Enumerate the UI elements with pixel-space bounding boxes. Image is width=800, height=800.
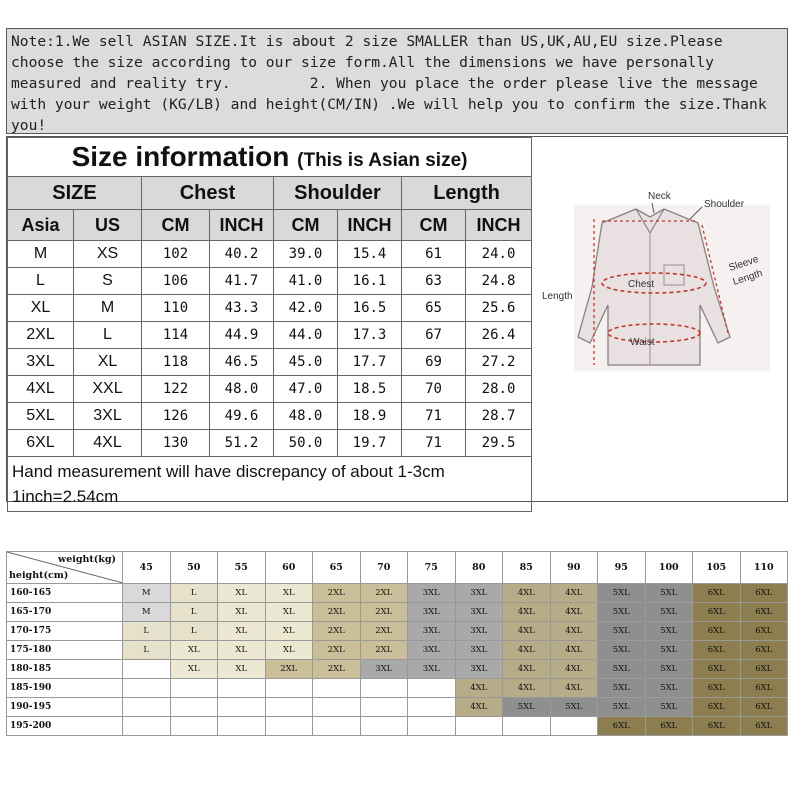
size-cell: 5XL: [598, 603, 646, 622]
size-cell: 5XL: [598, 660, 646, 679]
size-cell: [313, 698, 361, 717]
size-cell: 4XL: [503, 641, 551, 660]
col-length-cm: CM: [402, 210, 466, 241]
size-cell: 5XL: [645, 603, 693, 622]
height-label: 170-175: [7, 622, 123, 641]
shoulder-cm-cell: 42.0: [274, 295, 338, 322]
size-cell: 5XL: [598, 622, 646, 641]
size-table-body: [8, 241, 532, 457]
length-inch-cell: 26.4: [466, 322, 532, 349]
size-cell: [170, 717, 218, 736]
size-cell: 3XL: [455, 584, 503, 603]
weight-header: 80: [455, 552, 503, 584]
chest-inch-cell: 48.0: [210, 376, 274, 403]
size-cell: 4XL: [503, 584, 551, 603]
label-neck: Neck: [648, 191, 671, 202]
height-label: 190-195: [7, 698, 123, 717]
length-cm-cell: 63: [402, 268, 466, 295]
size-cell: 3XL: [408, 603, 456, 622]
weight-header: 75: [408, 552, 456, 584]
shoulder-cm-cell: 39.0: [274, 241, 338, 268]
chart-row: [7, 584, 788, 603]
group-chest: Chest: [142, 177, 274, 210]
asia-size-cell: 4XL: [8, 376, 74, 403]
size-cell: [455, 717, 503, 736]
height-label: 185-190: [7, 679, 123, 698]
size-cell: [170, 698, 218, 717]
label-length: Length: [542, 291, 573, 302]
size-cell: 6XL: [740, 622, 788, 641]
size-cell: 5XL: [645, 679, 693, 698]
shoulder-inch-cell: 19.7: [338, 430, 402, 457]
chest-inch-cell: 40.2: [210, 241, 274, 268]
size-cell: 6XL: [693, 679, 741, 698]
us-size-cell: L: [74, 322, 142, 349]
size-row: [8, 403, 532, 430]
size-cell: [265, 698, 313, 717]
chart-header-row: [7, 552, 788, 584]
size-cell: L: [123, 622, 171, 641]
size-cell: 3XL: [455, 641, 503, 660]
size-cell: XL: [218, 660, 266, 679]
length-cm-cell: 67: [402, 322, 466, 349]
size-cell: [170, 679, 218, 698]
size-cell: 5XL: [503, 698, 551, 717]
size-cell: [123, 717, 171, 736]
shoulder-inch-cell: 16.5: [338, 295, 402, 322]
size-cell: 6XL: [645, 717, 693, 736]
length-cm-cell: 65: [402, 295, 466, 322]
shoulder-inch-cell: 15.4: [338, 241, 402, 268]
chest-inch-cell: 43.3: [210, 295, 274, 322]
shoulder-inch-cell: 17.3: [338, 322, 402, 349]
col-shoulder-inch: INCH: [338, 210, 402, 241]
size-cell: XL: [218, 584, 266, 603]
size-row: [8, 430, 532, 457]
size-cell: 6XL: [740, 698, 788, 717]
size-cell: 4XL: [455, 679, 503, 698]
size-cell: 5XL: [645, 698, 693, 717]
size-cell: [408, 717, 456, 736]
size-cell: [218, 717, 266, 736]
chart-row: [7, 698, 788, 717]
chart-row: [7, 622, 788, 641]
size-subtitle: (This is Asian size): [297, 150, 468, 171]
us-size-cell: M: [74, 295, 142, 322]
weight-header: 85: [503, 552, 551, 584]
size-cell: L: [170, 603, 218, 622]
size-cell: [408, 698, 456, 717]
size-cell: [360, 679, 408, 698]
weight-header: 90: [550, 552, 598, 584]
chest-cm-cell: 106: [142, 268, 210, 295]
size-cell: XL: [170, 660, 218, 679]
size-cell: 4XL: [503, 679, 551, 698]
us-size-cell: S: [74, 268, 142, 295]
length-inch-cell: 27.2: [466, 349, 532, 376]
weight-header: 100: [645, 552, 693, 584]
chart-row: [7, 679, 788, 698]
chart-row: [7, 603, 788, 622]
size-cell: 2XL: [360, 622, 408, 641]
chest-cm-cell: 102: [142, 241, 210, 268]
asia-size-cell: L: [8, 268, 74, 295]
corner-height-label: height(cm): [9, 570, 69, 581]
col-shoulder-cm: CM: [274, 210, 338, 241]
weight-header: 70: [360, 552, 408, 584]
size-cell: 3XL: [360, 660, 408, 679]
size-cell: 3XL: [408, 584, 456, 603]
size-row: [8, 322, 532, 349]
size-cell: [218, 698, 266, 717]
length-cm-cell: 70: [402, 376, 466, 403]
size-cell: 2XL: [313, 641, 361, 660]
size-cell: 6XL: [740, 603, 788, 622]
shoulder-cm-cell: 47.0: [274, 376, 338, 403]
height-label: 175-180: [7, 641, 123, 660]
col-asia: Asia: [8, 210, 74, 241]
asia-size-cell: M: [8, 241, 74, 268]
size-cell: 5XL: [645, 641, 693, 660]
size-cell: 6XL: [740, 641, 788, 660]
size-recommendation-chart: [6, 551, 788, 736]
size-cell: XL: [218, 603, 266, 622]
size-cell: 5XL: [645, 622, 693, 641]
asia-size-cell: 5XL: [8, 403, 74, 430]
size-information-table: [7, 137, 532, 512]
size-cell: 5XL: [645, 660, 693, 679]
size-row: [8, 241, 532, 268]
chest-inch-cell: 49.6: [210, 403, 274, 430]
size-cell: 5XL: [645, 584, 693, 603]
chest-cm-cell: 118: [142, 349, 210, 376]
size-cell: 4XL: [550, 641, 598, 660]
size-row: [8, 376, 532, 403]
shoulder-inch-cell: 18.5: [338, 376, 402, 403]
size-cell: 3XL: [455, 660, 503, 679]
size-cell: M: [123, 603, 171, 622]
size-cell: 4XL: [550, 622, 598, 641]
label-shoulder: Shoulder: [704, 199, 745, 210]
label-sleeve: Sleeve: [727, 253, 761, 274]
size-cell: M: [123, 584, 171, 603]
size-information-panel: [6, 136, 788, 506]
height-label: 165-170: [7, 603, 123, 622]
size-cell: [265, 679, 313, 698]
size-cell: [218, 679, 266, 698]
length-inch-cell: 24.8: [466, 268, 532, 295]
length-cm-cell: 71: [402, 403, 466, 430]
size-cell: 3XL: [408, 641, 456, 660]
weight-header: 110: [740, 552, 788, 584]
us-size-cell: XS: [74, 241, 142, 268]
size-cell: 2XL: [313, 584, 361, 603]
size-title: Size information: [71, 141, 290, 172]
length-cm-cell: 71: [402, 430, 466, 457]
group-length: Length: [402, 177, 532, 210]
size-cell: [550, 717, 598, 736]
shoulder-cm-cell: 45.0: [274, 349, 338, 376]
size-cell: 4XL: [503, 622, 551, 641]
us-size-cell: 4XL: [74, 430, 142, 457]
group-shoulder: Shoulder: [274, 177, 402, 210]
size-cell: 2XL: [313, 660, 361, 679]
size-cell: 4XL: [503, 603, 551, 622]
weight-header: 55: [218, 552, 266, 584]
size-cell: 6XL: [693, 717, 741, 736]
size-cell: 5XL: [598, 584, 646, 603]
asia-size-cell: 3XL: [8, 349, 74, 376]
shoulder-cm-cell: 50.0: [274, 430, 338, 457]
length-inch-cell: 29.5: [466, 430, 532, 457]
size-cell: 3XL: [455, 622, 503, 641]
weight-header: 95: [598, 552, 646, 584]
weight-header: 60: [265, 552, 313, 584]
size-cell: 2XL: [313, 603, 361, 622]
shoulder-inch-cell: 18.9: [338, 403, 402, 430]
label-sleeve-length: Length: [731, 267, 765, 288]
chart-row: [7, 660, 788, 679]
us-size-cell: 3XL: [74, 403, 142, 430]
size-cell: 3XL: [408, 622, 456, 641]
shirt-diagram: [532, 137, 788, 501]
us-size-cell: XXL: [74, 376, 142, 403]
chest-cm-cell: 114: [142, 322, 210, 349]
size-cell: [408, 679, 456, 698]
chest-inch-cell: 44.9: [210, 322, 274, 349]
measurement-diagram: [531, 137, 787, 501]
size-note: Note:1.We sell ASIAN SIZE.It is about 2 size SMALLER than US,UK,AU,EU size.Please choose the size according to our size form.All the dimensions we have personally measured and reality try. 2. When you place the order please live the message with your weight (KG/LB) and height(CM/IN) .We will help you to confirm the size.Thank you!: [6, 28, 788, 134]
size-cell: L: [123, 641, 171, 660]
size-cell: [123, 660, 171, 679]
size-cell: 4XL: [550, 603, 598, 622]
length-inch-cell: 24.0: [466, 241, 532, 268]
group-size: SIZE: [8, 177, 142, 210]
length-inch-cell: 25.6: [466, 295, 532, 322]
size-row: [8, 295, 532, 322]
size-cell: 6XL: [693, 698, 741, 717]
size-cell: 5XL: [550, 698, 598, 717]
footnote-inch: 1inch=2.54cm: [12, 487, 119, 506]
size-cell: 6XL: [740, 660, 788, 679]
size-cell: 4XL: [550, 584, 598, 603]
size-cell: [313, 717, 361, 736]
us-size-cell: XL: [74, 349, 142, 376]
size-cell: 3XL: [408, 660, 456, 679]
chest-cm-cell: 126: [142, 403, 210, 430]
size-cell: 6XL: [693, 603, 741, 622]
length-inch-cell: 28.0: [466, 376, 532, 403]
length-cm-cell: 61: [402, 241, 466, 268]
size-cell: L: [170, 622, 218, 641]
length-cm-cell: 69: [402, 349, 466, 376]
size-cell: 2XL: [265, 660, 313, 679]
size-cell: [123, 679, 171, 698]
size-cell: [503, 717, 551, 736]
size-cell: XL: [170, 641, 218, 660]
col-chest-inch: INCH: [210, 210, 274, 241]
size-cell: 4XL: [550, 679, 598, 698]
chest-cm-cell: 130: [142, 430, 210, 457]
size-cell: 6XL: [693, 641, 741, 660]
label-chest: Chest: [628, 279, 655, 290]
height-label: 160-165: [7, 584, 123, 603]
size-table-title: [8, 138, 532, 177]
size-row: [8, 268, 532, 295]
footnote-discrepancy: Hand measurement will have discrepancy of about 1-3cm: [12, 462, 445, 481]
col-length-inch: INCH: [466, 210, 532, 241]
size-cell: 5XL: [598, 641, 646, 660]
col-us: US: [74, 210, 142, 241]
size-cell: 6XL: [693, 660, 741, 679]
shoulder-cm-cell: 48.0: [274, 403, 338, 430]
size-cell: XL: [218, 641, 266, 660]
size-row: [8, 349, 532, 376]
size-cell: XL: [265, 641, 313, 660]
chart-corner: [7, 552, 123, 584]
chart-row: [7, 641, 788, 660]
size-cell: 2XL: [360, 603, 408, 622]
asia-size-cell: XL: [8, 295, 74, 322]
size-cell: 3XL: [455, 603, 503, 622]
col-chest-cm: CM: [142, 210, 210, 241]
chart-body: [7, 552, 788, 736]
size-cell: 6XL: [740, 717, 788, 736]
chest-inch-cell: 46.5: [210, 349, 274, 376]
size-cell: 5XL: [598, 698, 646, 717]
shoulder-inch-cell: 17.7: [338, 349, 402, 376]
weight-header: 45: [123, 552, 171, 584]
weight-header: 50: [170, 552, 218, 584]
size-cell: 5XL: [598, 679, 646, 698]
size-cell: 2XL: [313, 622, 361, 641]
size-cell: 6XL: [740, 679, 788, 698]
corner-weight-label: weight(kg): [58, 554, 116, 565]
length-inch-cell: 28.7: [466, 403, 532, 430]
size-cell: 4XL: [550, 660, 598, 679]
size-cell: XL: [218, 622, 266, 641]
size-cell: [265, 717, 313, 736]
weight-header: 105: [693, 552, 741, 584]
size-cell: [123, 698, 171, 717]
size-cell: 4XL: [503, 660, 551, 679]
chart-row: [7, 717, 788, 736]
shoulder-cm-cell: 41.0: [274, 268, 338, 295]
size-cell: 2XL: [360, 584, 408, 603]
size-cell: [313, 679, 361, 698]
shoulder-inch-cell: 16.1: [338, 268, 402, 295]
size-cell: [360, 717, 408, 736]
height-label: 180-185: [7, 660, 123, 679]
size-cell: [360, 698, 408, 717]
size-cell: 6XL: [693, 584, 741, 603]
size-cell: XL: [265, 622, 313, 641]
size-cell: 6XL: [693, 622, 741, 641]
size-cell: XL: [265, 584, 313, 603]
size-cell: 6XL: [598, 717, 646, 736]
size-cell: L: [170, 584, 218, 603]
label-waist: Waist: [630, 337, 655, 348]
size-cell: 4XL: [455, 698, 503, 717]
chest-cm-cell: 110: [142, 295, 210, 322]
chest-inch-cell: 51.2: [210, 430, 274, 457]
size-cell: XL: [265, 603, 313, 622]
height-label: 195-200: [7, 717, 123, 736]
size-cell: 2XL: [360, 641, 408, 660]
shoulder-cm-cell: 44.0: [274, 322, 338, 349]
chest-cm-cell: 122: [142, 376, 210, 403]
size-cell: 6XL: [740, 584, 788, 603]
weight-header: 65: [313, 552, 361, 584]
asia-size-cell: 2XL: [8, 322, 74, 349]
chest-inch-cell: 41.7: [210, 268, 274, 295]
size-footnote: [8, 457, 532, 512]
asia-size-cell: 6XL: [8, 430, 74, 457]
